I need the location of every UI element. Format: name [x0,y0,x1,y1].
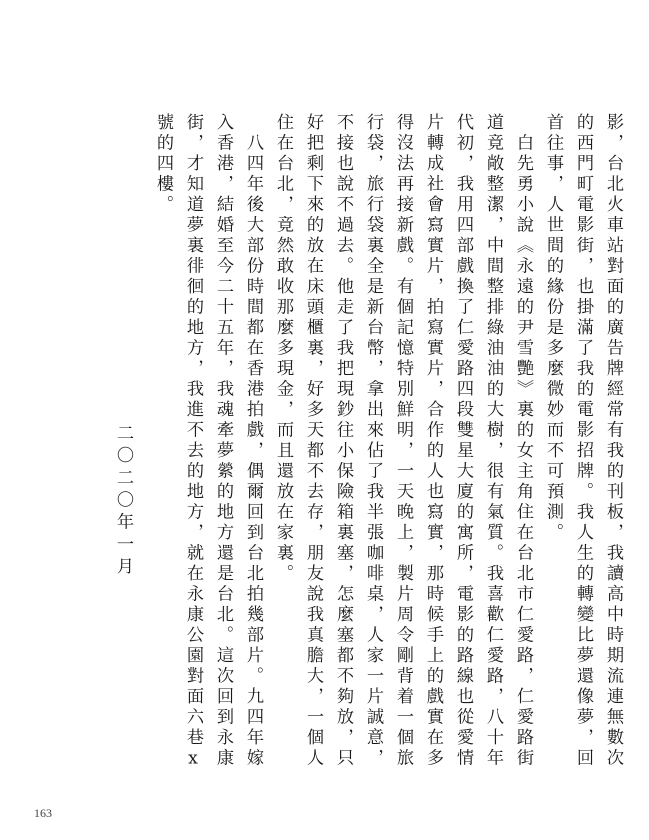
text-column-15: 街，才知道夢裏徘徊的地方，我進不去的地方，就在永康公園對面六巷x [183,113,203,772]
text-column-8: 得沒法再接新戲。有個記憶特別鮮明，一天晚上，製片周令剛背着一個旅 [393,113,413,769]
text-column-1: 影，台北火車站對面的廣告牌經常有我的刊板，我讀高中時期流連無數次 [603,113,623,769]
text-column-3: 首往事，人世間的緣份是多麼微妙而不可預測。 [543,113,563,544]
text-column-10: 不接也說不過去。他走了我把現鈔往小保險箱裏塞，怎麼塞都不夠放，只 [333,113,353,769]
text-column-11: 好把剩下來的放在床頭櫃裏，好多天都不去存，朋友說我真膽大，一個人 [303,113,323,769]
page-number: 163 [34,806,52,820]
text-column-5: 道竟敞整潔，中間整排綠油油的大樹，很有氣質。我喜歡仁愛路，八十年 [483,113,503,769]
text-column-12: 住在台北，竟然敢收那麼多現金，而且還放在家裏。 [273,113,293,585]
text-column-2: 的西門町電影街，也掛滿了我的電影招牌。我人生的轉變比夢還像夢，回 [573,113,593,769]
text-column-7: 片轉成社會寫實片，拍寫實片，合作的人也寫實，那時候手上的戲實在多 [423,113,443,769]
text-column-16: 號的四樓。 [153,113,173,216]
text-column-14: 入香港，結婚至今二十五年，我魂牽夢縈的地方還是台北。這次回到永康 [213,113,233,769]
text-column-13: 八四年後大部份時間都在香港拍戲，偶爾回到台北拍幾部片。九四年嫁 [243,113,263,769]
text-column-4: 白先勇小說《永遠的尹雪艷》裏的女主角住在台北市仁愛路，仁愛路街 [513,113,533,769]
date-signature: 二〇二〇年一月 [113,113,133,580]
text-column-6: 代初，我用四部戲換了仁愛路四段雙星大廈的寓所，電影的路線也從愛情 [453,113,473,769]
text-column-9: 行袋，旅行袋裏全是新台幣，拿出來佔了我半張咖啡桌，人家一片誠意， [363,113,383,769]
